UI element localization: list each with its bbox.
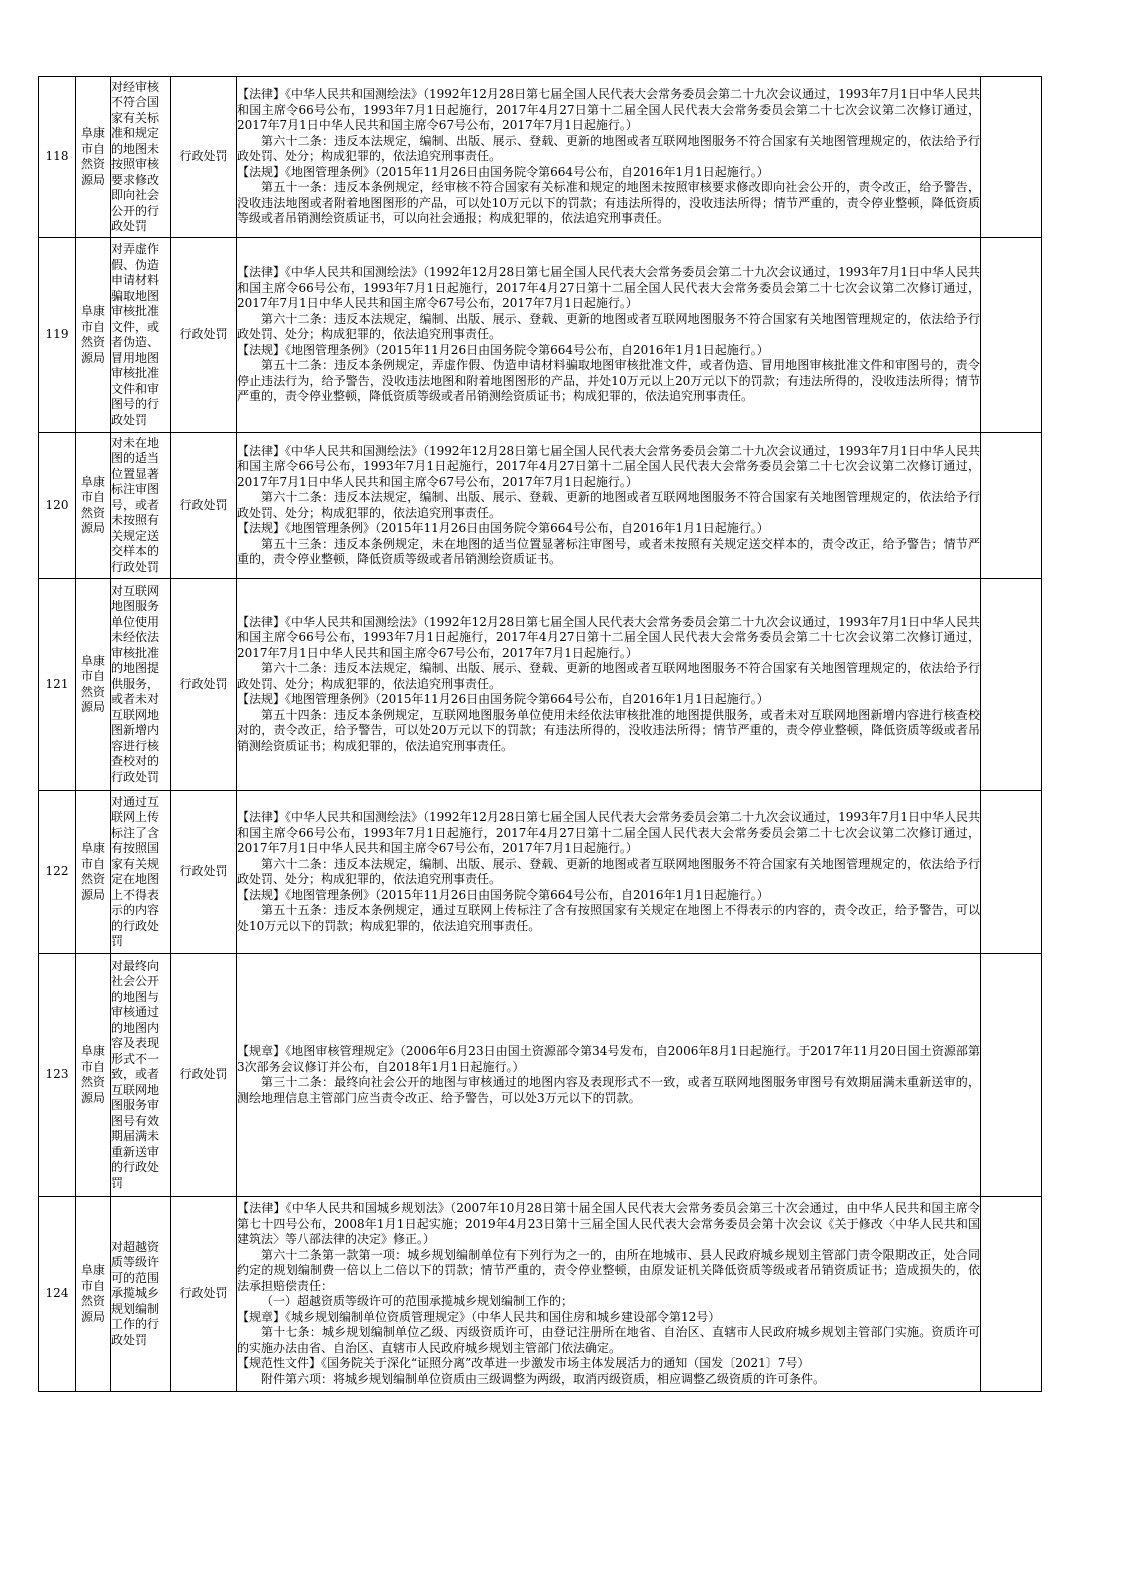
item-name <box>111 77 171 238</box>
table-row <box>39 579 1042 791</box>
basis-paragraph: 【规章】《城乡规划编制单位资质管理规定》（中华人民共和国住房和城乡建设部令第12号） <box>237 1309 721 1324</box>
table-row <box>39 791 1042 954</box>
basis-paragraph: 【法规】《地图管理条例》（2015年11月26日由国务院令第664号公布，自2016年1月1日起施行。） <box>237 521 769 535</box>
department-text: 阜康市自然资源局 <box>80 126 105 187</box>
legal-basis <box>237 954 981 1197</box>
department-text: 阜康市自然资源局 <box>80 304 105 365</box>
basis-paragraph: 【法规】《地图管理条例》（2015年11月26日由国务院令第664号公布，自2016年1月1日起施行。） <box>237 692 769 707</box>
penalty-table <box>38 76 1042 1392</box>
department <box>76 433 111 579</box>
basis-paragraph: 第六十二条第一款第一项：城乡规划编制单位有下列行为之一的，由所在地城市、县人民政府城乡规划主管部门责令限期改正，处合同约定的规划编制费一倍以上二倍以下的罚款；情节严重的，责令停业整顿，由原发证机关降低资质等级或者吊销资质证书；造成损失的，依法承担赔偿责任： <box>237 1247 980 1293</box>
basis-paragraph: 【法律】《中华人民共和国测绘法》（1992年12月28日第七届全国人民代表大会常务委员会第二十九次会议通过，1993年7月1日中华人民共和国主席令66号公布，1993年7月1日起施行，2017年4月27日第十二届全国人民代表大会常务委员会第二十七次会议第二次修订通过，2017年7月1日中华人民共和国主席令67号公布，2017年7月1日起施行。） <box>237 614 980 660</box>
remark-cell <box>981 238 1042 433</box>
item-name-text: 对互联网地图服务单位使用未经依法审核批准的地图提供服务，或者未对互联网地图新增内容进行核查校对的行政处罚 <box>111 583 160 784</box>
item-type: 行政处罚 <box>171 433 237 579</box>
item-name <box>111 1197 171 1392</box>
basis-paragraph: 第六十二条：违反本法规定，编制、出版、展示、登载、更新的地图或者互联网地图服务不符合国家有关地图管理规定的，依法给予行政处罚、处分；构成犯罪的，依法追究刑事责任。 <box>237 490 980 520</box>
basis-paragraph: （一）超越资质等级许可的范围承揽城乡规划编制工作的； <box>261 1294 574 1308</box>
item-name <box>111 954 171 1197</box>
item-type: 行政处罚 <box>171 77 237 238</box>
basis-paragraph: 【规章】《地图审核管理规定》（2006年6月23日由国土资源部令第34号发布，自2006年8月1日起施行。于2017年11月20日国土资源部第3次部务会议修订并公布，自2018年1月1日起施行。） <box>237 1044 980 1074</box>
item-name-text: 对未在地图的适当位置显著标注审图号，或者未按照有关规定送交样本的行政处罚 <box>111 435 160 574</box>
basis-paragraph: 第五十二条：违反本条例规定，弄虚作假、伪造申请材料骗取地图审核批准文件，或者伪造、冒用地图审核批准文件和审图号的，责令停止违法行为，给予警告，没收违法地图和附着地图图形的产品，并处10万元以上20万元以下的罚款；有违法所得的，没收违法所得；情节严重的，责令停业整顿，降低资质等级或者吊销测绘资质证书；构成犯罪的，依法追究刑事责任。 <box>237 358 980 404</box>
row-number: 120 <box>39 433 76 579</box>
department-text: 阜康市自然资源局 <box>80 474 105 535</box>
remark-cell <box>981 1197 1042 1392</box>
basis-paragraph: 【规范性文件】《国务院关于深化“证照分离”改革进一步激发市场主体发展活力的通知（国发〔2021〕7号） <box>237 1356 810 1370</box>
department <box>76 1197 111 1392</box>
department <box>76 238 111 433</box>
basis-paragraph: 第六十二条：违反本法规定，编制、出版、展示、登载、更新的地图或者互联网地图服务不符合国家有关地图管理规定的，依法给予行政处罚、处分；构成犯罪的，依法追究刑事责任。 <box>237 856 980 886</box>
basis-paragraph: 【法律】《中华人民共和国测绘法》（1992年12月28日第七届全国人民代表大会常务委员会第二十九次会议通过，1993年7月1日中华人民共和国主席令66号公布，1993年7月1日起施行，2017年4月27日第十二届全国人民代表大会常务委员会第二十七次会议第二次修订通过，2017年7月1日中华人民共和国主席令67号公布，2017年7月1日起施行。） <box>237 443 980 489</box>
item-name <box>111 579 171 791</box>
legal-basis <box>237 791 981 954</box>
basis-paragraph: 第五十一条：违反本条例规定，经审核不符合国家有关标准和规定的地图未按照审核要求修改即向社会公开的，责令改正，给予警告，没收违法地图或者附着地图图形的产品，可以处10万元以下的罚款；有违法所得的，没收违法所得；情节严重的，责令停业整顿，降低资质等级或者吊销测绘资质证书，可以向社会通报；构成犯罪的，依法追究刑事责任。 <box>237 180 980 226</box>
row-number: 123 <box>39 954 76 1197</box>
item-name-text: 对最终向社会公开的地图与审核通过的地图内容及表现形式不一致，或者互联网地图服务审图号有效期届满未重新送审的行政处罚 <box>111 958 160 1190</box>
department <box>76 954 111 1197</box>
department-text: 阜康市自然资源局 <box>80 653 105 714</box>
item-name <box>111 238 171 433</box>
basis-paragraph: 第六十二条：违反本法规定，编制、出版、展示、登载、更新的地图或者互联网地图服务不符合国家有关地图管理规定的，依法给予行政处罚、处分；构成犯罪的，依法追究刑事责任。 <box>237 661 980 691</box>
table-row <box>39 77 1042 238</box>
basis-paragraph: 【法规】《地图管理条例》（2015年11月26日由国务院令第664号公布，自2016年1月1日起施行。） <box>237 342 769 357</box>
basis-paragraph: 【法规】《地图管理条例》（2015年11月26日由国务院令第664号公布，自2016年1月1日起施行。） <box>237 164 769 179</box>
row-number: 124 <box>39 1197 76 1392</box>
basis-paragraph: 【法规】《地图管理条例》（2015年11月26日由国务院令第664号公布，自2016年1月1日起施行。） <box>237 887 769 902</box>
basis-paragraph: 第三十二条：最终向社会公开的地图与审核通过的地图内容及表现形式不一致，或者互联网地图服务审图号有效期届满未重新送审的，测绘地理信息主管部门应当责令改正、给予警告，可以处3万元以下的罚款。 <box>237 1075 980 1105</box>
item-type: 行政处罚 <box>171 579 237 791</box>
table-row <box>39 238 1042 433</box>
basis-paragraph: 【法律】《中华人民共和国测绘法》（1992年12月28日第七届全国人民代表大会常务委员会第二十九次会议通过，1993年7月1日中华人民共和国主席令66号公布，1993年7月1日起施行，2017年4月27日第十二届全国人民代表大会常务委员会第二十七次会议第二次修订通过，2017年7月1日中华人民共和国主席令67号公布，2017年7月1日起施行。） <box>237 810 980 855</box>
row-number: 122 <box>39 791 76 954</box>
department-text: 阜康市自然资源局 <box>80 1263 105 1324</box>
item-type: 行政处罚 <box>171 1197 237 1392</box>
item-type: 行政处罚 <box>171 791 237 954</box>
row-number: 121 <box>39 579 76 791</box>
legal-basis <box>237 1197 981 1392</box>
row-number: 118 <box>39 77 76 238</box>
table-row <box>39 433 1042 579</box>
item-name-text: 对经审核不符合国家有关标准和规定的地图未按照审核要求修改即向社会公开的行政处罚 <box>111 79 160 233</box>
remark-cell <box>981 791 1042 954</box>
basis-paragraph: 第五十四条：违反本条例规定，互联网地图服务单位使用未经依法审核批准的地图提供服务，或者未对互联网地图新增内容进行核查校对的，责令改正，给予警告，可以处20万元以下的罚款；有违法所得的，没收违法所得；情节严重的，责令停业整顿，降低资质等级或者吊销测绘资质证书；构成犯罪的，依法追究刑事责任。 <box>237 707 980 753</box>
department-text: 阜康市自然资源局 <box>80 1044 105 1105</box>
item-type: 行政处罚 <box>171 238 237 433</box>
table-row <box>39 954 1042 1197</box>
department <box>76 791 111 954</box>
remark-cell <box>981 77 1042 238</box>
remark-cell <box>981 433 1042 579</box>
basis-paragraph: 第六十二条：违反本法规定，编制、出版、展示、登载、更新的地图或者互联网地图服务不符合国家有关地图管理规定的，依法给予行政处罚、处分；构成犯罪的，依法追究刑事责任。 <box>237 311 980 342</box>
remark-cell <box>981 579 1042 791</box>
remark-cell <box>981 954 1042 1197</box>
basis-paragraph: 【法律】《中华人民共和国测绘法》（1992年12月28日第七届全国人民代表大会常务委员会第二十九次会议通过，1993年7月1日中华人民共和国主席令66号公布，1993年7月1日起施行，2017年4月27日第十二届全国人民代表大会常务委员会第二十七次会议第二次修订通过，2017年7月1日中华人民共和国主席令67号公布，2017年7月1日起施行。） <box>237 265 980 311</box>
department <box>76 579 111 791</box>
basis-paragraph: 第五十三条：违反本条例规定，未在地图的适当位置显著标注审图号，或者未按照有关规定送交样本的，责令改正，给予警告；情节严重的，责令停业整顿，降低资质等级或者吊销测绘资质证书。 <box>237 536 980 566</box>
item-name <box>111 791 171 954</box>
legal-basis <box>237 77 981 238</box>
basis-paragraph: 第十七条：城乡规划编制单位乙级、丙级资质许可，由登记注册所在地省、自治区、直辖市人民政府城乡规划主管部门实施。资质许可的实施办法由省、自治区、直辖市人民政府城乡规划主管部门依法确定。 <box>237 1325 980 1355</box>
legal-basis <box>237 579 981 791</box>
legal-basis <box>237 238 981 433</box>
department-text: 阜康市自然资源局 <box>80 841 105 902</box>
department <box>76 77 111 238</box>
basis-paragraph: 【法律】《中华人民共和国城乡规划法》（2007年10月28日第十届全国人民代表大会常务委员会第三十次会通过，由中华人民共和国主席令第七十四号公布，2008年1月1日起实施；2019年4月23日第十三届全国人民代表大会常务委员会第十次会议《关于修改〈中华人民共和国建筑法〉等八部法律的决定》修正。） <box>237 1201 980 1246</box>
item-name <box>111 433 171 579</box>
basis-paragraph: 【法律】《中华人民共和国测绘法》（1992年12月28日第七届全国人民代表大会常务委员会第二十九次会议通过，1993年7月1日中华人民共和国主席令66号公布，1993年7月1日起施行，2017年4月27日第十二届全国人民代表大会常务委员会第二十七次会议第二次修订通过，2017年7月1日中华人民共和国主席令67号公布，2017年7月1日起施行。） <box>237 87 980 133</box>
item-name-text: 对通过互联网上传标注了含有按照国家有关规定在地图上不得表示的内容的行政处罚 <box>111 794 160 948</box>
basis-paragraph: 第五十五条：违反本条例规定，通过互联网上传标注了含有按照国家有关规定在地图上不得表示的内容的，责令改正，给予警告，可以处10万元以下的罚款；构成犯罪的，依法追究刑事责任。 <box>237 903 980 933</box>
table-row <box>39 1197 1042 1392</box>
basis-paragraph: 第六十二条：违反本法规定，编制、出版、展示、登载、更新的地图或者互联网地图服务不符合国家有关地图管理规定的，依法给予行政处罚、处分；构成犯罪的，依法追究刑事责任。 <box>237 133 980 164</box>
item-name-text: 对弄虚作假、伪造申请材料骗取地图审核批准文件，或者伪造、冒用地图审核批准文件和审图号的行政处罚 <box>111 242 160 427</box>
basis-paragraph: 附件第六项：将城乡规划编制单位资质由三级调整为两级，取消丙级资质，相应调整乙级资质的许可条件。 <box>261 1371 826 1386</box>
item-name-text: 对超越资质等级许可的范围承揽城乡规划编制工作的行政处罚 <box>111 1239 160 1347</box>
legal-basis <box>237 433 981 579</box>
row-number: 119 <box>39 238 76 433</box>
item-type: 行政处罚 <box>171 954 237 1197</box>
